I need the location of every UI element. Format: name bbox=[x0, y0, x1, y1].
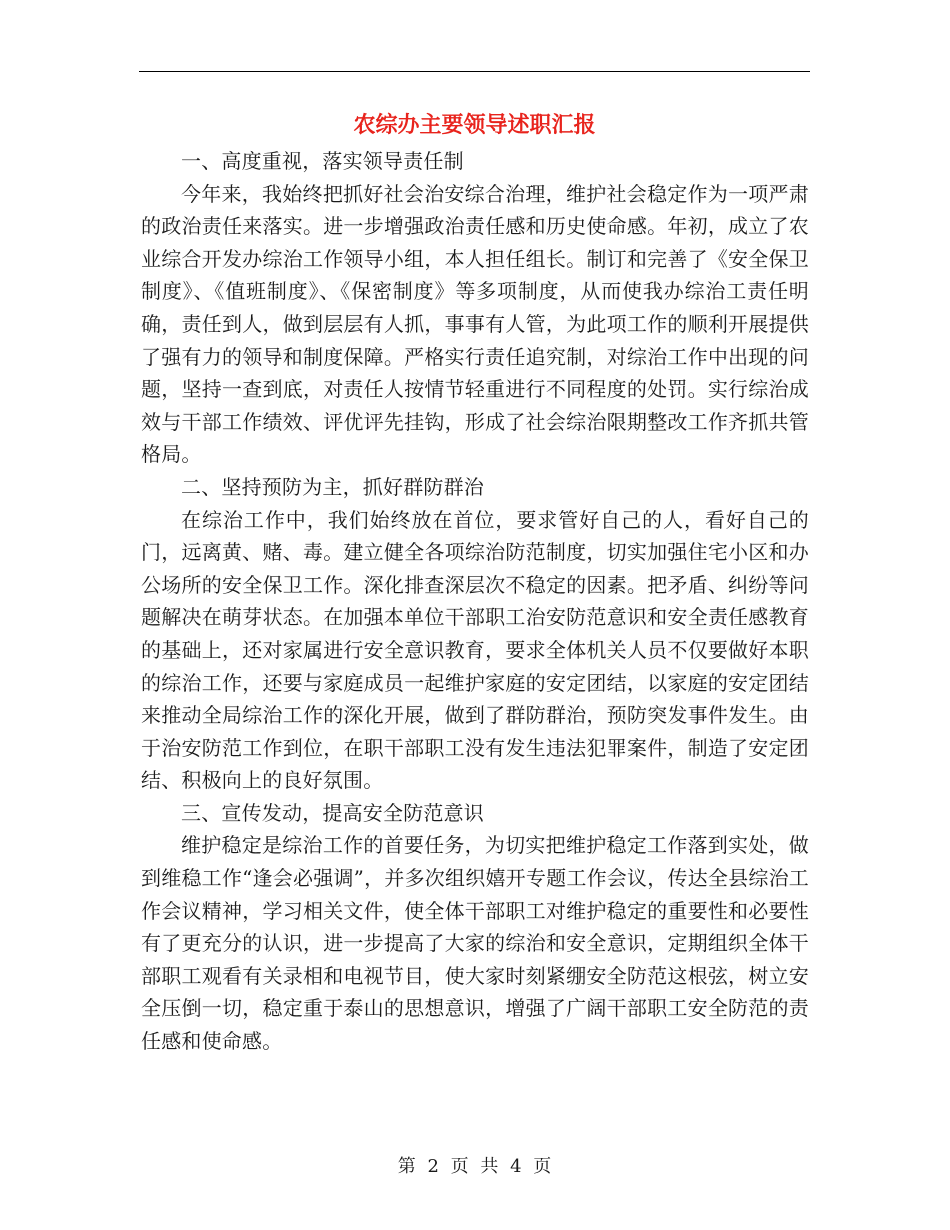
section-heading: 三、宣传发动，提高安全防范意识 bbox=[181, 800, 484, 825]
section-heading: 二、坚持预防为主，抓好群防群治 bbox=[181, 474, 484, 499]
page-number: 第 2 页 共 4 页 bbox=[397, 1156, 553, 1177]
body-paragraph: 今年来，我始终把抓好社会治安综合治理，维护社会稳定作为一项严肃的政治责任来落实。进一步增强政治责任感和历史使命感。年初，成立了农业综合开发办综治工作领导小组，本人担任组长。制订和完善了《安全保卫制度》、《值班制度》、《保密制度》等多项制度，从而使我办综治工责任明确，责任到人，做到层层有人抓，事事有人管，为此项工作的顺利开展提供了强有力的领导和制度保障。严格实行责任追究制，对综治工作中出现的问题，坚持一查到底，对责任人按情节轻重进行不同程度的处罚。实行综治成效与干部工作绩效、评优评先挂钩，形成了社会综治限期整改工作齐抓共管格局。 bbox=[141, 181, 809, 467]
document-body bbox=[141, 145, 809, 1058]
section-heading: 一、高度重视，落实领导责任制 bbox=[181, 149, 464, 173]
header-rule bbox=[139, 71, 810, 72]
body-paragraph: 维护稳定是综治工作的首要任务，为切实把维护稳定工作落到实处，做到维稳工作“逢会必强调”，并多次组织嬉开专题工作会议，传达全县综治工作会议精神，学习相关文件，使全体干部职工对维护稳定的重要性和必要性有了更充分的认识，进一步提高了大家的综治和安全意识，定期组织全体干部职工观看有关录相和电视节目，使大家时刻紧绷安全防范这根弦，树立安全压倒一切，稳定重于泰山的思想意识，增强了广阔干部职工安全防范的责任感和使命感。 bbox=[141, 833, 809, 1054]
body-paragraph: 在综治工作中，我们始终放在首位，要求管好自己的人，看好自己的门，远离黄、赌、毒。建立健全各项综治防范制度，切实加强住宅小区和办公场所的安全保卫工作。深化排查深层次不稳定的因素。把矛盾、纠纷等问题解决在萌芽状态。在加强本单位干部职工治安防范意识和安全责任感教育的基础上，还对家属进行安全意识教育，要求全体机关人员不仅要做好本职的综治工作，还要与家庭成员一起维护家庭的安定团结，以家庭的安定团结来推动全局综治工作的深化开展，做到了群防群治，预防突发事件发生。由于治安防范工作到位，在职干部职工没有发生违法犯罪案件，制造了安定团结、积极向上的良好氛围。 bbox=[141, 507, 809, 793]
document-title: 农综办主要领导述职汇报 bbox=[353, 112, 596, 138]
